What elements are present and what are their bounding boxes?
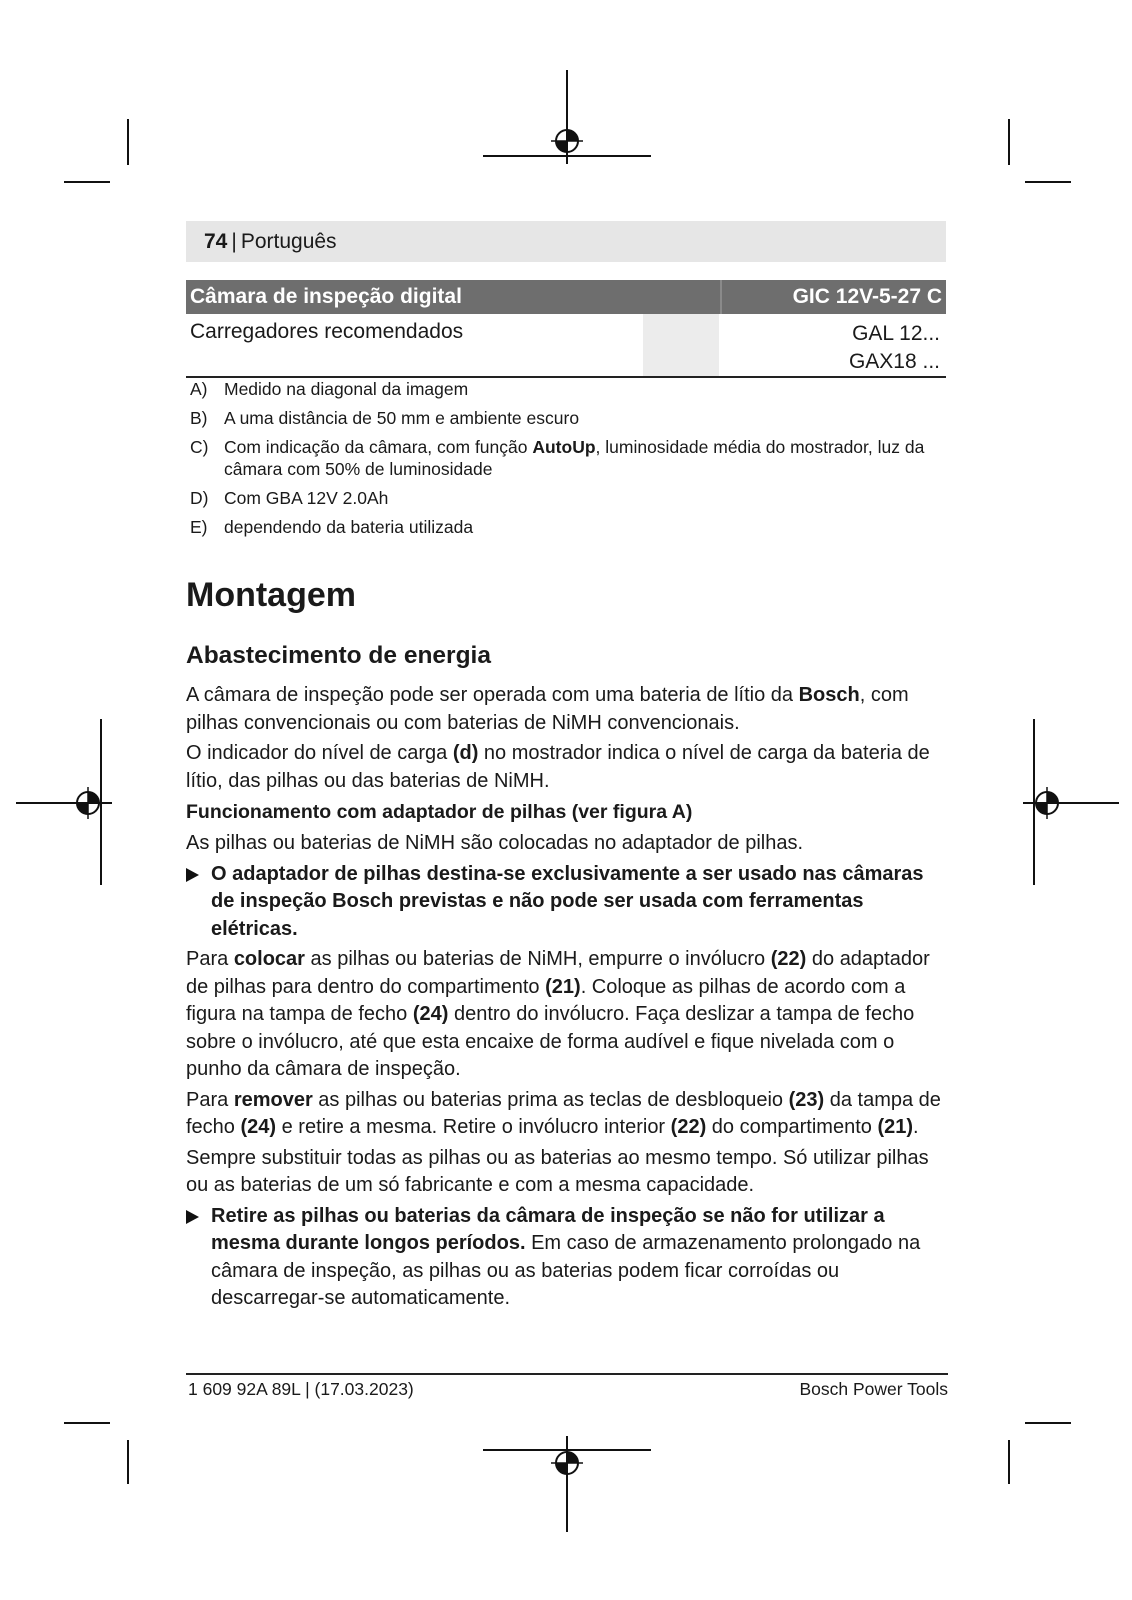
paragraph: As pilhas ou baterias de NiMH são colocadas no adaptador de pilhas. <box>186 832 804 854</box>
bold-text: (d) <box>452 742 479 764</box>
text: da tampa de fecho <box>186 1088 941 1138</box>
text: do compartimento <box>706 1116 878 1138</box>
spec-table <box>186 280 946 378</box>
footnote-text: Com GBA 12V 2.0Ah <box>224 488 389 508</box>
footnote-text: dependendo da bateria utilizada <box>224 517 474 537</box>
footnote-label: E) <box>190 517 208 537</box>
paragraph: Sempre substituir todas as pilhas ou as baterias ao mesmo tempo. Só utilizar pilhas ou as baterias de um só fabricante e com a mesma capacidade. <box>186 1146 929 1196</box>
table-header-row <box>186 280 946 314</box>
bold-text: (24) <box>412 1003 449 1025</box>
text: . <box>913 1116 919 1138</box>
main-content <box>186 570 950 1316</box>
triangle-bullet-icon <box>186 868 199 882</box>
footer-brand: Bosch Power Tools <box>799 1379 948 1399</box>
table-divider <box>720 280 722 314</box>
bold-text: (22) <box>670 1116 707 1138</box>
footnote <box>190 436 930 480</box>
registration-mark-icon <box>72 787 104 819</box>
text: Para <box>186 948 234 970</box>
registration-mark-icon <box>551 125 583 157</box>
footnote-text: Medido na diagonal da imagem <box>224 379 469 399</box>
warning-item <box>186 1203 950 1313</box>
footnote <box>190 516 930 538</box>
page-number: 74 <box>204 230 228 253</box>
paragraph <box>186 682 950 737</box>
table-empty-cell <box>643 314 719 376</box>
triangle-bullet-icon <box>186 1210 199 1224</box>
footnote-label: D) <box>190 488 209 508</box>
text: Para <box>186 1088 234 1111</box>
table-row-label: Carregadores recomendados <box>190 320 464 343</box>
text: dentro do invólucro. Faça deslizar a tampa de fecho sobre o invólucro, até que esta encaixe de forma audível e fique nivelada com o punho da câmara de inspeção. <box>186 1003 915 1080</box>
text: as pilhas ou baterias prima as teclas de desbloqueio <box>312 1088 789 1111</box>
footnote-label: C) <box>190 437 209 457</box>
footnote-bold: AutoUp <box>532 437 596 457</box>
footnote-label: B) <box>190 408 208 428</box>
footnote-text: A uma distância de 50 mm e ambiente escuro <box>224 408 580 428</box>
bold-text: (21) <box>877 1116 914 1138</box>
text: Em caso de armazenamento prolongado na câmara de inspeção, as pilhas ou as baterias podem ficar corroídas ou descarregar-se automaticamente. <box>211 1232 921 1309</box>
charger-value-1: GAL 12... <box>852 322 940 345</box>
text: O indicador do nível de carga <box>186 742 453 764</box>
text: do adaptador de pilhas para dentro do compartimento <box>186 948 930 998</box>
charger-value-2: GAX18 ... <box>848 350 940 373</box>
table-title: Câmara de inspeção digital <box>190 285 462 308</box>
warning-text: O adaptador de pilhas destina-se exclusivamente a ser usado nas câmaras de inspeção Bosch previstas e não pode ser usada com ferramentas elétricas. <box>211 862 924 940</box>
paragraph <box>186 1087 950 1142</box>
bold-text: (24) <box>240 1116 277 1138</box>
sub-heading: Funcionamento com adaptador de pilhas (ver figura A) <box>186 801 693 823</box>
paragraph <box>186 946 950 1084</box>
subsection-title: Abastecimento de energia <box>186 642 491 669</box>
text: e retire a mesma. Retire o invólucro interior <box>276 1116 671 1138</box>
warning-text: Retire as pilhas ou baterias da câmara de inspeção se não for utilizar a mesma durante longos períodos. <box>211 1204 885 1254</box>
footnotes <box>190 378 930 545</box>
warning-item <box>186 861 950 944</box>
bold-text: Bosch <box>798 684 860 706</box>
footnote-label: A) <box>190 379 208 399</box>
bold-text: (22) <box>770 948 807 970</box>
bold-text: (21) <box>545 975 581 998</box>
section-title: Montagem <box>186 576 356 614</box>
footnote <box>190 378 930 400</box>
footer-rule <box>186 1373 948 1375</box>
footnote <box>190 487 930 509</box>
header-separator: | <box>231 230 237 253</box>
table-row <box>186 314 946 378</box>
header-language: Português <box>240 230 337 253</box>
text: as pilhas ou baterias de NiMH, empurre o invólucro <box>304 948 771 970</box>
registration-mark-icon <box>1031 787 1063 819</box>
footnote <box>190 407 930 429</box>
table-model: GIC 12V-5-27 C <box>792 285 942 308</box>
bold-text: (23) <box>788 1088 825 1111</box>
bold-text: colocar <box>233 948 305 970</box>
bold-text: remover <box>233 1088 313 1111</box>
text: A câmara de inspeção pode ser operada com uma bateria de lítio da <box>186 684 799 706</box>
footer-doc-id: 1 609 92A 89L | (17.03.2023) <box>188 1379 414 1399</box>
table-row-values <box>849 320 940 376</box>
text: . Coloque as pilhas de acordo com a figura na tampa de fecho <box>186 975 906 1025</box>
text: , com pilhas convencionais ou com baterias de NiMH convencionais. <box>186 684 909 734</box>
text: no mostrador indica o nível de carga da bateria de lítio, das pilhas ou das baterias de NiMH. <box>186 742 930 792</box>
footnote-text: Com indicação da câmara, com função <box>224 437 533 457</box>
paragraph <box>186 740 950 795</box>
footnote-text: , luminosidade média do mostrador, luz da câmara com 50% de luminosidade <box>224 437 925 479</box>
page-header <box>186 221 946 262</box>
registration-mark-icon <box>551 1447 583 1479</box>
